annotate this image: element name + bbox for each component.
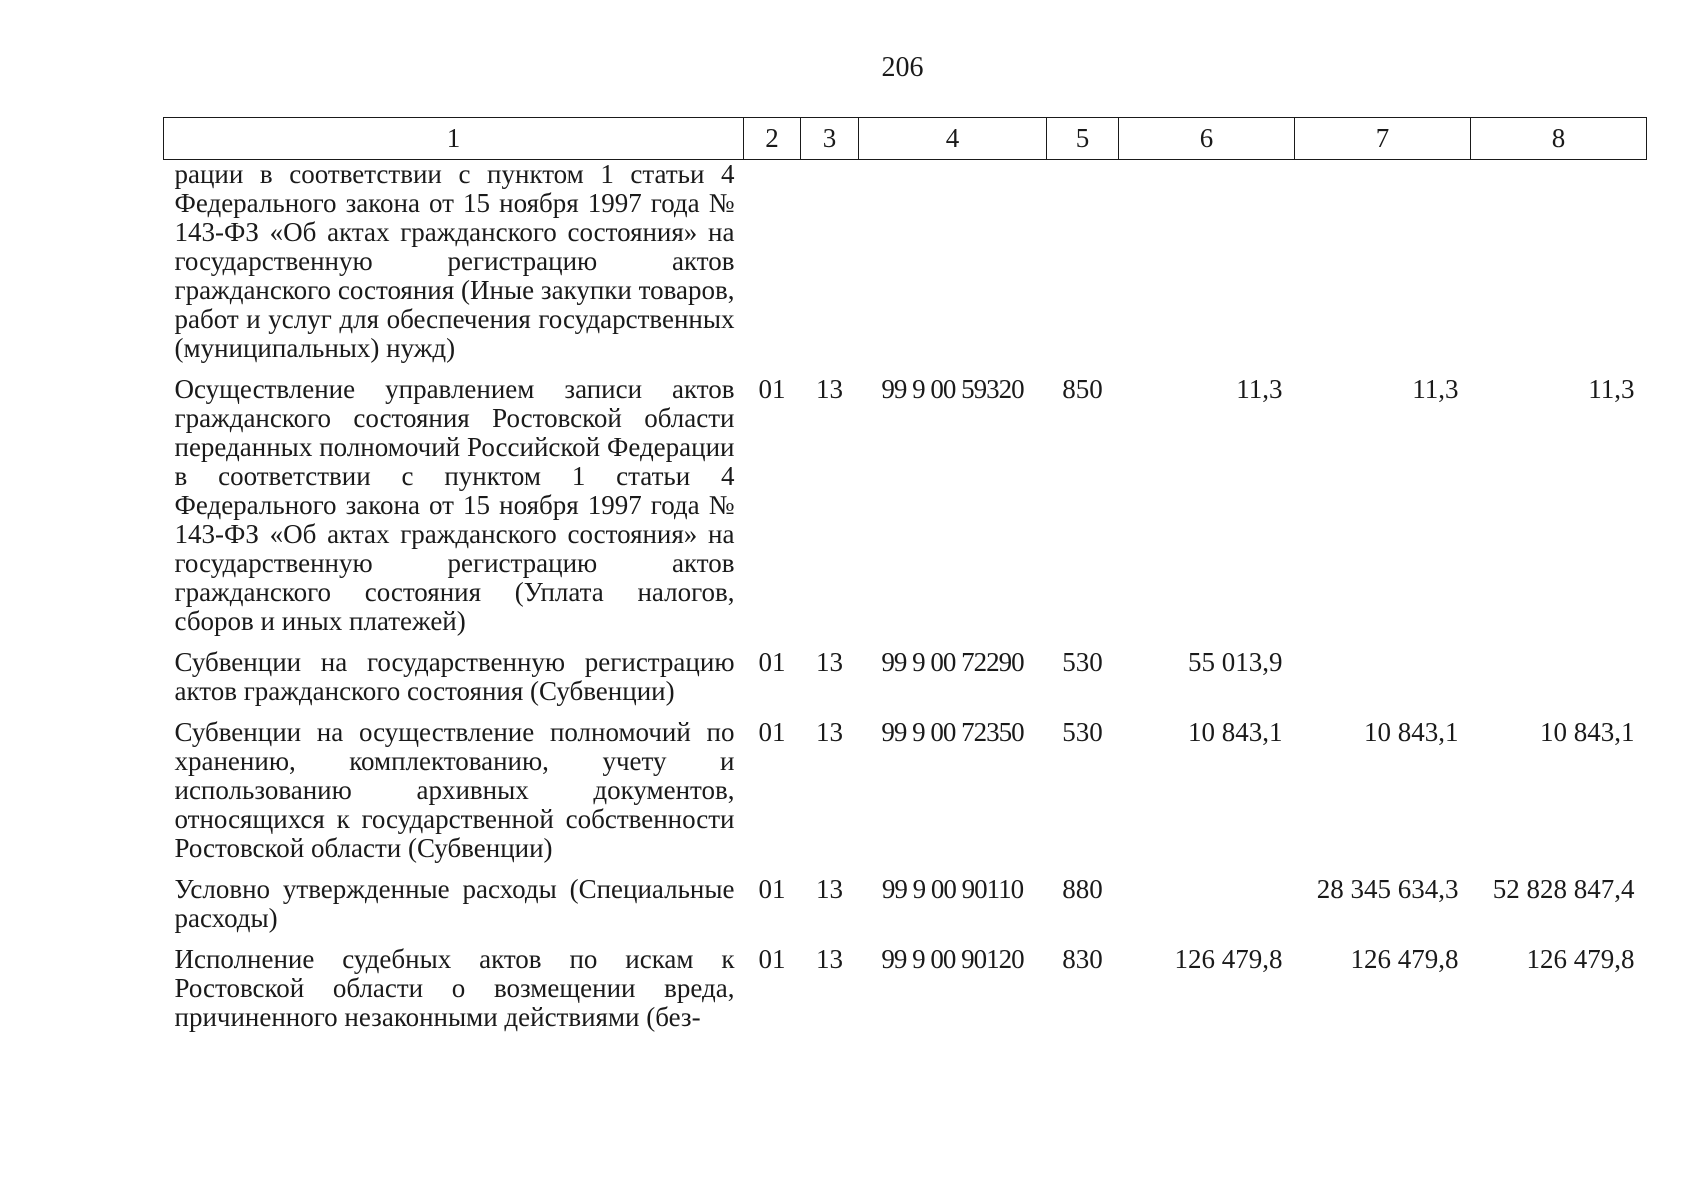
row-section: 01 [758, 944, 786, 974]
header-col-3: 3 [801, 118, 859, 160]
row-section: 01 [758, 374, 786, 404]
row-subsection: 13 [816, 717, 843, 747]
row-description: рации в соответствии с пунктом 1 статьи 4 Федерального закона от 15 ноября 1997 года № 143-ФЗ «Об актах гражданского состояния» на государственную регистрацию актов гражданского состояния (Иные закупки товаров, работ и услуг для обеспечения государственных (муниципальных) нужд) [174, 159, 735, 363]
table-row [164, 718, 1647, 875]
header-col-7: 7 [1295, 118, 1471, 160]
row-description: Исполнение судебных актов по искам к Ростовской области о возмещении вреда, причиненного незаконными действиями (без- [174, 944, 735, 1032]
row-subsection: 13 [816, 374, 843, 404]
table-row [164, 875, 1647, 945]
row-target-code: 99 9 00 72350 [881, 717, 1024, 747]
row-description: Субвенции на государственную регистрацию актов гражданского состояния (Субвенции) [174, 647, 735, 706]
row-amount-col7 [1295, 648, 1471, 718]
budget-table [163, 117, 1647, 1044]
row-section [744, 160, 801, 376]
row-description: Условно утвержденные расходы (Специальные расходы) [174, 874, 735, 933]
row-amount-col7 [1295, 160, 1471, 376]
row-amount-col6: 126 479,8 [1174, 944, 1283, 974]
row-description: Осуществление управлением записи актов гражданского состояния Ростовской области переданных полномочий Российской Федерации в соответствии с пунктом 1 статьи 4 Федерального закона от 15 ноября 1997 года № 143-ФЗ «Об актах гражданского состояния» на государственную регистрацию актов гражданского состояния (Уплата налогов, сборов и иных платежей) [174, 374, 735, 636]
row-subsection: 13 [816, 944, 843, 974]
row-subsection: 13 [816, 647, 843, 677]
row-section: 01 [758, 647, 786, 677]
row-subsection: 13 [816, 874, 843, 904]
row-expense-type: 530 [1062, 717, 1103, 747]
row-target-code: 99 9 00 72290 [881, 647, 1024, 677]
row-amount-col8: 11,3 [1588, 374, 1635, 404]
table-body [164, 160, 1647, 1045]
header-col-1: 1 [164, 118, 744, 160]
row-amount-col7: 11,3 [1412, 374, 1459, 404]
row-expense-type: 850 [1062, 374, 1103, 404]
row-amount-col6: 11,3 [1236, 374, 1283, 404]
row-expense-type: 880 [1062, 874, 1103, 904]
table-row [164, 945, 1647, 1044]
row-target-code [859, 160, 1047, 376]
header-col-4: 4 [859, 118, 1047, 160]
row-amount-col8 [1471, 648, 1647, 718]
page-number: 206 [881, 52, 924, 83]
row-amount-col6: 10 843,1 [1188, 717, 1283, 747]
header-col-5: 5 [1047, 118, 1119, 160]
row-target-code: 99 9 00 59320 [881, 374, 1024, 404]
row-description: Субвенции на осуществление полномочий по хранению, комплектованию, учету и использованию архивных документов, относящихся к государственной собственности Ростовской области (Субвенции) [174, 717, 735, 863]
row-amount-col7: 126 479,8 [1350, 944, 1459, 974]
row-amount-col8 [1471, 160, 1647, 376]
header-col-2: 2 [744, 118, 801, 160]
row-amount-col8: 126 479,8 [1526, 944, 1635, 974]
row-section: 01 [758, 874, 786, 904]
row-expense-type: 530 [1062, 647, 1103, 677]
header-col-8: 8 [1471, 118, 1647, 160]
header-col-6: 6 [1119, 118, 1295, 160]
table-row [164, 648, 1647, 718]
row-amount-col8: 10 843,1 [1540, 717, 1635, 747]
table-header [164, 118, 1647, 160]
row-amount-col6 [1119, 160, 1295, 376]
row-amount-col7: 10 843,1 [1364, 717, 1459, 747]
table-row [164, 160, 1647, 376]
row-expense-type: 830 [1062, 944, 1103, 974]
row-amount-col6: 55 013,9 [1188, 647, 1283, 677]
row-section: 01 [758, 717, 786, 747]
row-subsection [801, 160, 859, 376]
row-amount-col8: 52 828 847,4 [1492, 874, 1635, 904]
table-row [164, 375, 1647, 648]
row-amount-col7: 28 345 634,3 [1316, 874, 1459, 904]
header-row [164, 118, 1647, 160]
row-amount-col6 [1119, 875, 1295, 945]
row-expense-type [1047, 160, 1119, 376]
row-target-code: 99 9 00 90120 [881, 944, 1024, 974]
row-target-code: 99 9 00 90110 [881, 874, 1024, 904]
